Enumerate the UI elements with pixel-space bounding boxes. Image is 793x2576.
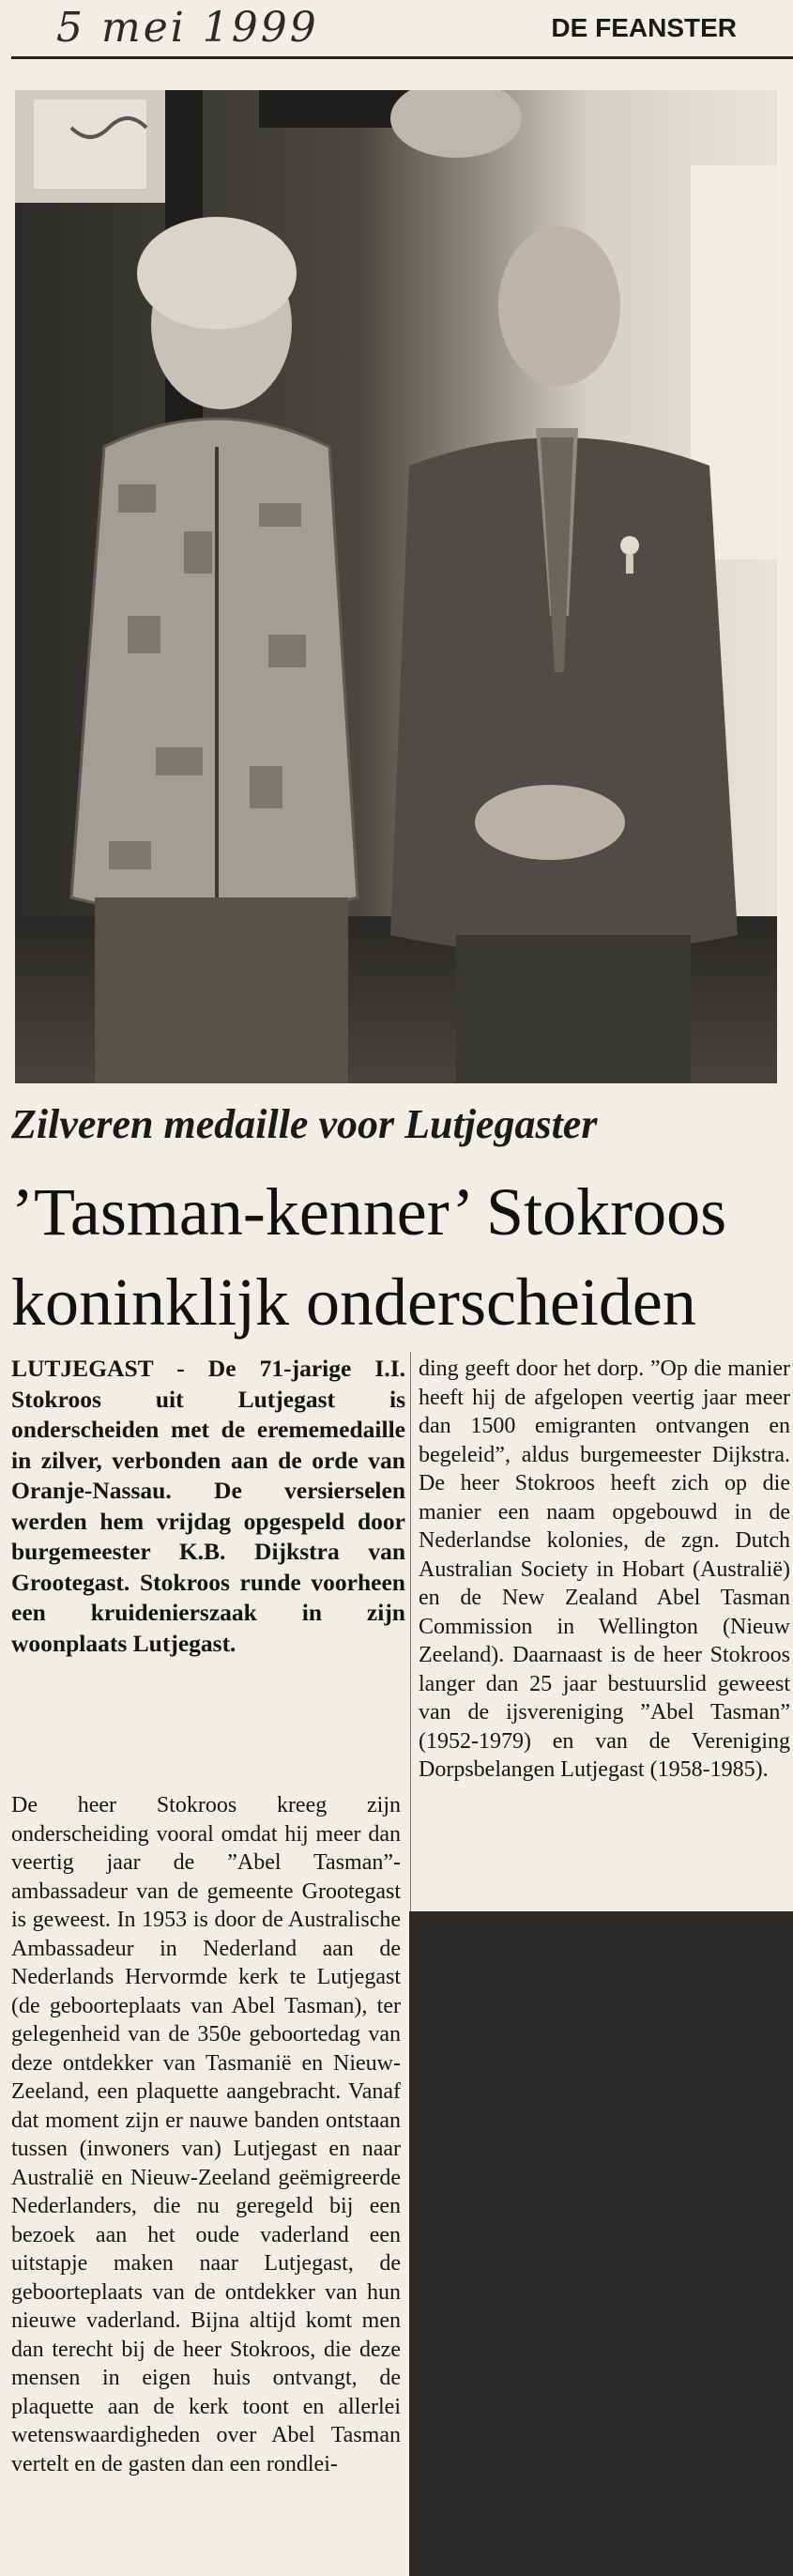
article-body-right-column: ding geeft door het dorp. ”Op die manier heeft hij de afgelopen veertig jaar meer dan 1500 emigranten ontvangen en begeleid”, aldus burgemeester Dijkstra. De heer Stokroos heeft zich op die manier een naam opgebouwd in de Nederlandse kolonies, de zgn. Dutch Australian Society in Hobart (Australië) en de New Zealand Abel Tasman Commission in Wellington (Nieuw Zeeland). Daarnaast is de heer Stokroos langer dan 25 jaar bestuurslid geweest van de ijsvereniging ”Abel Tasman” (1952-1979) en van de Vereniging Dorpsbelangen Lutjegast (1958-1985). xyxy=(419,1357,790,1782)
article-headline-line-1: ’Tasman-kenner’ Stokroos xyxy=(11,1174,727,1250)
header-rule xyxy=(11,56,793,59)
photo-illustration xyxy=(15,90,777,1083)
adjacent-dark-area xyxy=(409,1911,793,2576)
article-body-left-column: De heer Stokroos kreeg zijn onderscheiding vooral omdat hij meer dan veertig jaar de ”Abel Tasman”-ambassadeur van de gemeente Grootegast is geweest. In 1953 is door de Australische Ambassadeur in Nederland aan de Nederlands Hervormde kerk te Lutjegast (de geboorteplaats van Abel Tasman), ter gelegenheid van de 350e geboortedag van deze ontdekker van Tasmanië en Nieuw-Zeeland, een plaquette aangebracht. Vanaf dat moment zijn er nauwe banden ontstaan tussen (inwoners van) Lutjegast en naar Australië en Nieuw-Zeeland geëmigreerde Nederlanders, die nu geregeld bij een bezoek aan het oude vaderland een uitstapje maken naar Lutjegast, de geboorteplaats van de ontdekker van hun nieuwe vaderland. Bijna altijd komt men dan terecht bij de heer Stokroos, die deze mensen in eigen huis ontvangt, de plaquette aan de kerk toont en allerlei wetenswaardigheden over Abel Tasman vertelt en de gasten dan een rondlei- xyxy=(11,1793,401,2476)
newspaper-name: DE FEANSTER xyxy=(551,13,737,42)
article-photo xyxy=(15,90,777,1083)
article-lead: LUTJEGAST - De 71-jarige I.I. Stokroos uit Lutjegast is onderscheiden met de erememedaille in zilver, verbonden aan de orde van Oranje-Nassau. De versierselen werden hem vrijdag opgespeld door burgemeester K.B. Dijkstra van Grootegast. Stokroos runde voorheen een kruidenierszaak in zijn woonplaats Lutjegast. xyxy=(11,1355,405,1657)
issue-date-handwritten: 5 mei 1999 xyxy=(56,4,319,52)
article-kicker: Zilveren medaille voor Lutjegaster xyxy=(11,1101,598,1147)
article-headline-line-2: koninklijk onderscheiden xyxy=(11,1265,696,1340)
